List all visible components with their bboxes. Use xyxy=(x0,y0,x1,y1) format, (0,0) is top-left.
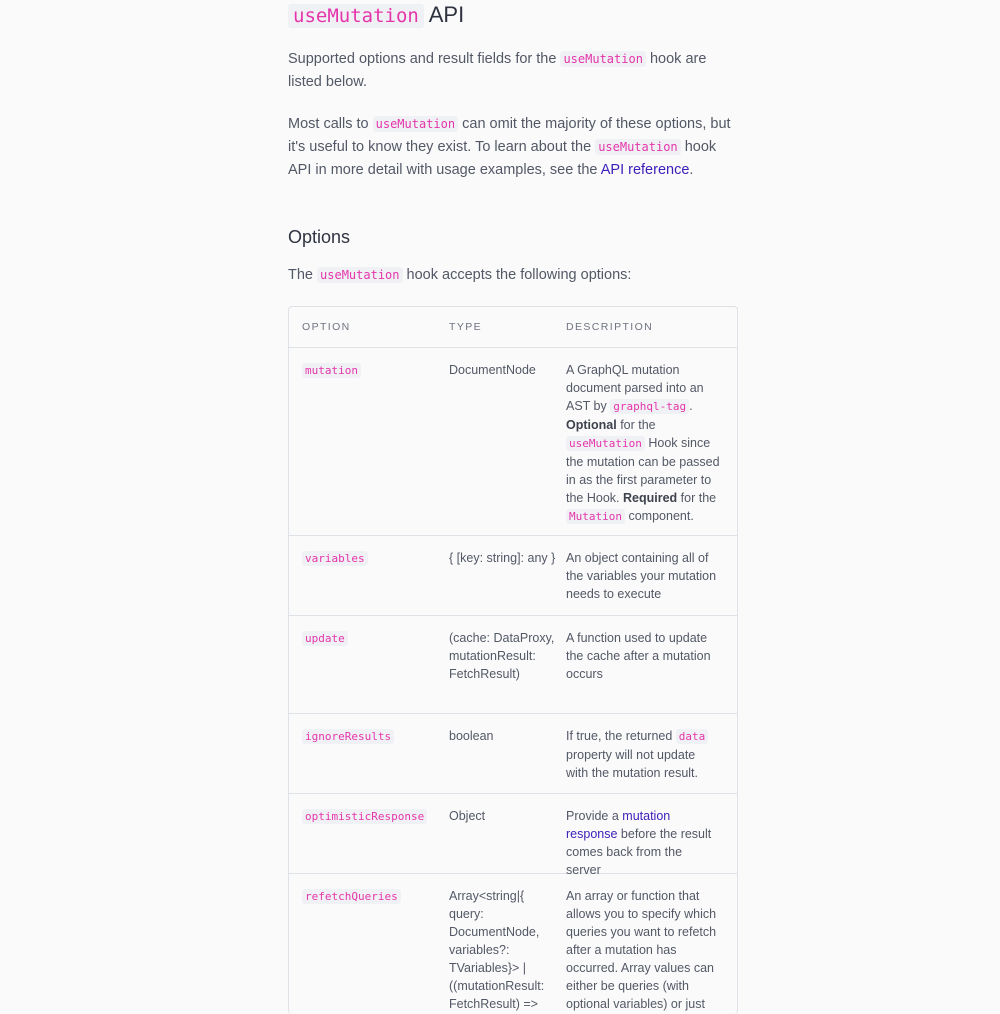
text: Most calls to xyxy=(288,116,369,132)
table-row xyxy=(289,794,737,877)
option-name: ignoreResults xyxy=(302,729,394,744)
description-cell xyxy=(566,794,726,877)
text: Supported options and result fields for the xyxy=(288,51,557,67)
header-type: TYPE xyxy=(449,321,483,333)
inline-code: useMutation xyxy=(566,436,645,451)
text: The xyxy=(288,267,313,283)
option-cell xyxy=(289,874,449,1014)
text: hook API in more detail with usage examples, see the xyxy=(288,139,717,178)
header-description: DESCRIPTION xyxy=(566,321,654,333)
text: Hook since the mutation can be passed in as the first parameter to the Hook. xyxy=(566,436,720,505)
option-cell xyxy=(289,616,449,713)
inline-code: useMutation xyxy=(317,267,402,283)
page-title xyxy=(288,0,464,31)
table-header xyxy=(289,307,737,348)
bold-text: Required xyxy=(623,491,678,505)
text: before the result comes back from the server xyxy=(566,827,712,877)
option-name: mutation xyxy=(302,363,361,378)
inline-code: useMutation xyxy=(373,116,458,132)
options-heading: Options xyxy=(288,227,351,247)
description-cell: An array or function that allows you to specify which queries you want to refetch after a mutation has occurred. Array values can either be queries (with optional variables) or just xyxy=(566,889,717,1011)
text: hook accepts the following options: xyxy=(406,267,632,283)
mutation-response-link[interactable]: mutation response xyxy=(566,809,671,841)
type-cell: Object xyxy=(449,809,486,823)
text: . xyxy=(689,399,693,413)
description-cell: A function used to update the cache after a mutation occurs xyxy=(566,631,711,681)
description-cell: An object containing all of the variables your mutation needs to execute xyxy=(566,551,717,601)
inline-code: useMutation xyxy=(595,139,680,155)
option-cell xyxy=(289,794,449,873)
option-name: refetchQueries xyxy=(302,889,401,904)
options-lead xyxy=(288,264,631,287)
table-row xyxy=(289,536,737,616)
description-cell xyxy=(566,348,726,535)
type-cell: (cache: DataProxy, mutationResult: FetchResult) xyxy=(449,631,555,681)
inline-code: graphql-tag xyxy=(610,399,689,414)
text: for the xyxy=(620,418,656,432)
table-row xyxy=(289,616,737,714)
description-cell xyxy=(566,714,726,793)
text: can omit the majority of these options, but it's useful to know they exist. To learn about the xyxy=(288,116,731,155)
option-name: optimisticResponse xyxy=(302,809,427,824)
title-text: API xyxy=(428,2,465,27)
inline-code: useMutation xyxy=(560,51,645,67)
type-cell: DocumentNode xyxy=(449,363,536,377)
type-cell: boolean xyxy=(449,729,494,743)
text: for the xyxy=(680,491,717,505)
bold-text: Optional xyxy=(566,418,617,432)
inline-code: data xyxy=(676,729,709,744)
text: . xyxy=(689,162,694,178)
table-row xyxy=(289,348,737,536)
intro-paragraph-2 xyxy=(288,113,738,182)
text: If true, the returned xyxy=(566,729,673,743)
header-option: OPTION xyxy=(302,321,351,333)
option-name: update xyxy=(302,631,348,646)
api-reference-link[interactable]: API reference xyxy=(600,162,690,178)
text: Provide a xyxy=(566,809,619,823)
table-row xyxy=(289,874,737,1014)
option-cell xyxy=(289,714,449,793)
intro-paragraph-1 xyxy=(288,48,738,94)
text: hook are listed below. xyxy=(288,51,707,90)
text: property will not update with the mutation result. xyxy=(566,748,699,780)
options-table xyxy=(288,306,738,1014)
text: component. xyxy=(628,509,694,523)
option-cell xyxy=(289,348,449,535)
text: A GraphQL mutation document parsed into an AST by xyxy=(566,363,704,413)
title-code: useMutation xyxy=(288,4,424,28)
type-cell: { [key: string]: any } xyxy=(449,551,556,565)
option-name: variables xyxy=(302,551,368,566)
inline-code: Mutation xyxy=(566,509,625,524)
option-cell xyxy=(289,536,449,615)
type-cell: Array<string|{ query: DocumentNode, variables?: TVariables}> | ((mutationResult: FetchResult) => xyxy=(449,889,545,1011)
table-row xyxy=(289,714,737,794)
